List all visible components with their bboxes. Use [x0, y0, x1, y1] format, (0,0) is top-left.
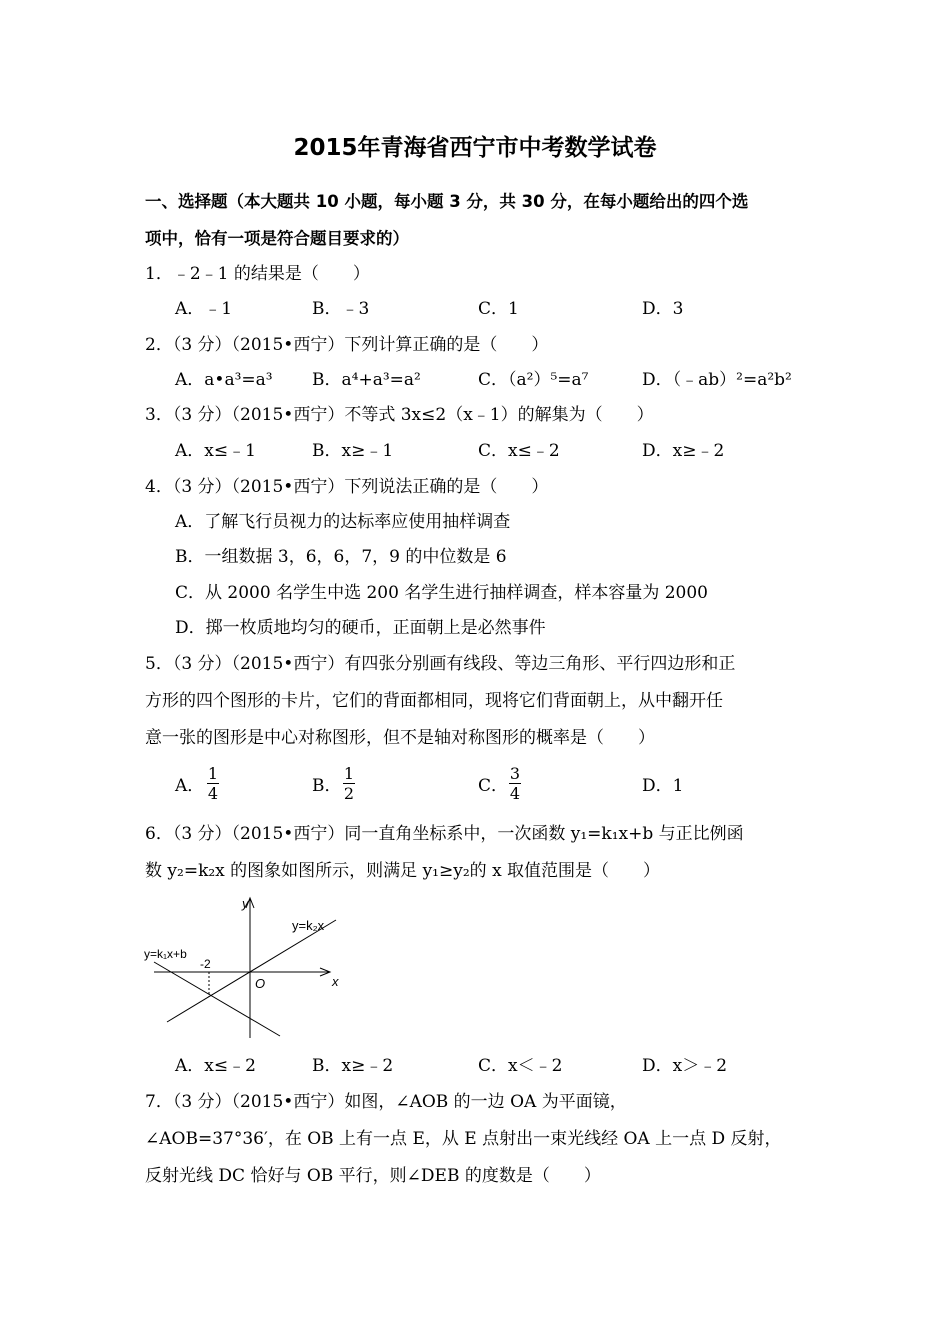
- q7-stem-line2: ∠AOB=37°36′，在 OB 上有一点 E，从 E 点射出一束光线经 OA 上一点 D 反射，: [145, 1129, 782, 1149]
- q7-stem-line3: 反射光线 DC 恰好与 OB 平行，则∠DEB 的度数是（ ）: [145, 1166, 601, 1186]
- q6-stem-line1: 6．（3 分）（2015•西宁）同一直角坐标系中，一次函数 y₁=k₁x+b 与正比例函: [145, 824, 744, 844]
- q4-option-a: A．了解飞行员视力的达标率应使用抽样调查: [175, 512, 511, 532]
- q1-option-c: C．1: [478, 299, 519, 319]
- q6-k2x-label: y=k₂x: [292, 918, 325, 933]
- q5-stem-line3: 意一张的图形是中心对称图形，但不是轴对称图形的概率是（ ）: [145, 728, 655, 748]
- section-heading-line2: 项中，恰有一项是符合题目要求的）: [145, 229, 409, 248]
- q1-option-a: A．﹣1: [175, 299, 233, 319]
- section-heading-line1: 一、选择题（本大题共 10 小题，每小题 3 分，共 30 分，在每小题给出的四个选: [145, 192, 749, 211]
- q4-stem: 4．（3 分）（2015•西宁）下列说法正确的是（ ）: [145, 477, 549, 497]
- q6-k1x-b-label: y=k₁x+b: [144, 947, 187, 961]
- q5-option-b-fraction: 1 2: [343, 764, 355, 803]
- q2-option-c-expr: （a²）⁵=a⁷: [508, 370, 589, 390]
- q6-x-label: x: [332, 974, 339, 989]
- page-title: 2015年青海省西宁市中考数学试卷: [293, 135, 657, 161]
- q3-option-a: A．x≤﹣1: [175, 441, 256, 461]
- q1-option-d: D．3: [642, 299, 684, 319]
- q2-option-b: B．a⁴+a³=a²: [312, 370, 421, 390]
- q2-option-a-expr: a•a³=a³: [204, 370, 273, 390]
- q6-line-k1x-b: [154, 962, 280, 1036]
- q6-origin-label: O: [255, 976, 266, 991]
- q3-stem: 3．（3 分）（2015•西宁）不等式 3x≤2（x﹣1）的解集为（ ）: [145, 405, 654, 425]
- q1-stem: 1．﹣2﹣1 的结果是（ ）: [145, 264, 370, 284]
- q6-line-k2x: [167, 920, 336, 1022]
- q5-option-c-fraction: 3 4: [509, 764, 521, 803]
- q2-option-a: A．a•a³=a³: [175, 370, 273, 390]
- q5-option-d: D．1: [642, 776, 684, 796]
- q5-option-a-fraction: 1 4: [207, 764, 219, 803]
- q5-stem-line2: 方形的四个图形的卡片，它们的背面都相同，现将它们背面朝上，从中翻开任: [145, 691, 723, 711]
- q1-option-b: B．﹣3: [312, 299, 370, 319]
- q3-option-d: D．x≥﹣2: [642, 441, 725, 461]
- q4-option-c: C．从 2000 名学生中选 200 名学生进行抽样调查，样本容量为 2000: [175, 583, 709, 603]
- q5-option-a-label: A．: [175, 776, 205, 796]
- q4-option-b: B．一组数据 3，6，6，7，9 的中位数是 6: [175, 547, 507, 567]
- q2-option-d-expr: （﹣ab）²=a²b²: [672, 370, 792, 390]
- q6-stem-line2: 数 y₂=k₂x 的图象如图所示，则满足 y₁≥y₂的 x 取值范围是（ ）: [145, 861, 661, 881]
- q6-y-label: y: [242, 896, 249, 911]
- q2-option-b-expr: a⁴+a³=a²: [341, 370, 421, 390]
- q6-option-a: A．x≤﹣2: [175, 1056, 256, 1076]
- q2-stem: 2．（3 分）（2015•西宁）下列计算正确的是（ ）: [145, 335, 549, 355]
- q3-option-c: C．x≤﹣2: [478, 441, 560, 461]
- q5-option-c-label: C．: [478, 776, 509, 796]
- q2-option-d: D．（﹣ab）²=a²b²: [642, 370, 792, 390]
- q4-option-d: D．掷一枚质地均匀的硬币，正面朝上是必然事件: [175, 618, 546, 638]
- q6-graph: [140, 888, 360, 1048]
- q3-option-b: B．x≥﹣1: [312, 441, 394, 461]
- q5-option-b-label: B．: [312, 776, 342, 796]
- q6-option-b: B．x≥﹣2: [312, 1056, 394, 1076]
- q6-tick-minus-2: -2: [200, 957, 211, 971]
- q6-option-c: C．x＜﹣2: [478, 1056, 563, 1076]
- q6-option-d: D．x＞﹣2: [642, 1056, 728, 1076]
- q7-stem-line1: 7．（3 分）（2015•西宁）如图，∠AOB 的一边 OA 为平面镜，: [145, 1092, 627, 1112]
- q2-option-c: C．（a²）⁵=a⁷: [478, 370, 589, 390]
- q5-stem-line1: 5．（3 分）（2015•西宁）有四张分别画有线段、等边三角形、平行四边形和正: [145, 654, 736, 674]
